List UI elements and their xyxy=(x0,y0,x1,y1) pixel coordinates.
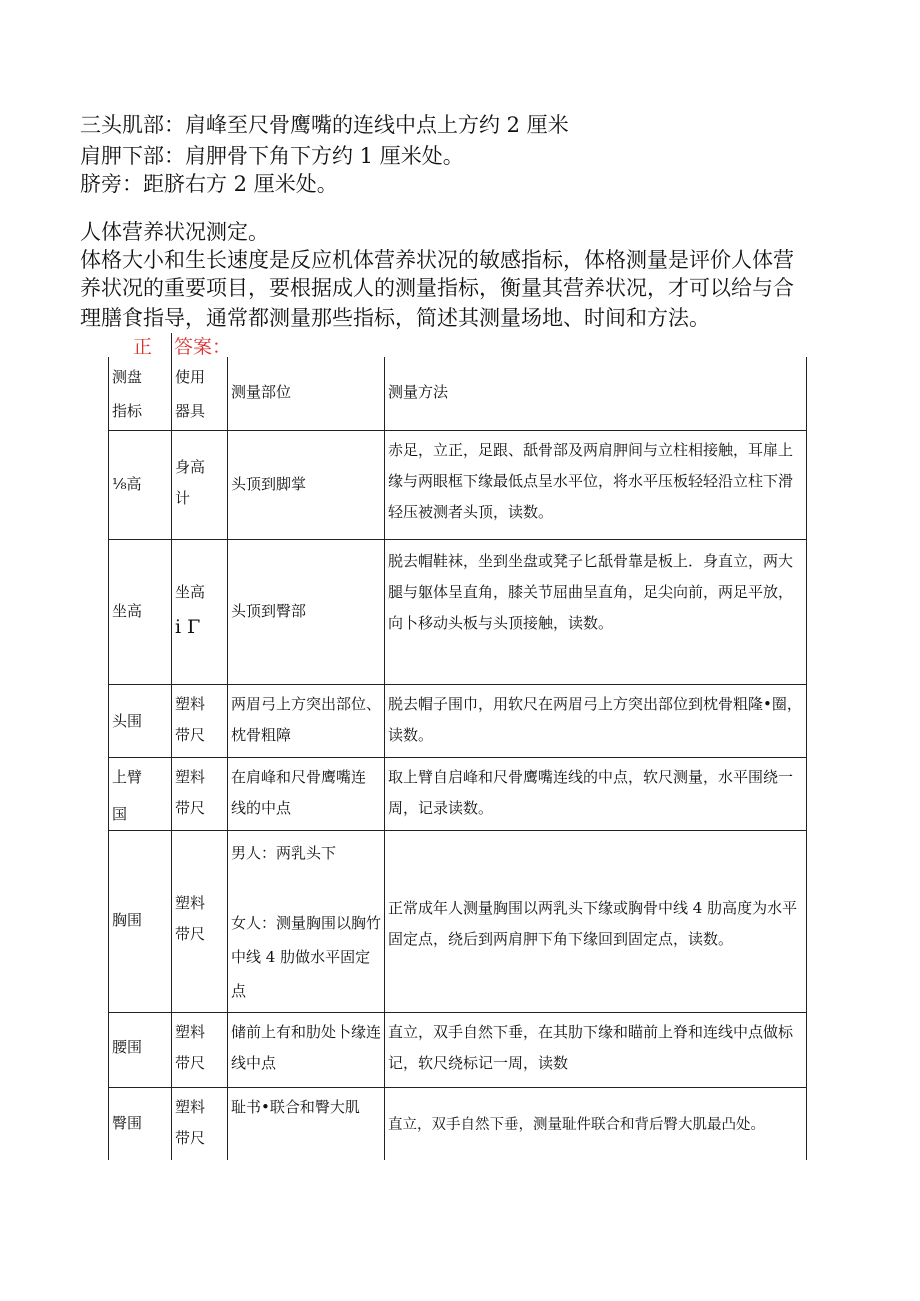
row-chest-tool: 塑料带尺 xyxy=(175,894,206,943)
row-head-tool: 塑料带尺 xyxy=(175,695,206,744)
row-chest-site-male: 男人：两乳头下 xyxy=(231,844,337,862)
table-hline xyxy=(108,1087,806,1088)
row-sitting-method: 脱去帽鞋袜，坐到坐盘或凳子匕舐骨靠是板上．身直立，两大腿与躯体呈直角，膝关节屈曲呈直角，足尖向前，两足平放，向卜移动头板与头顶接触，读数。 xyxy=(388,552,794,632)
question-title: 人体营养状况测定。 xyxy=(80,220,269,244)
paragraph-subscapular: 肩胛下部：肩胛骨下角下方约 1 厘米处。 xyxy=(80,144,464,168)
row-hip-site: 耻书•联合和臀大肌 xyxy=(231,1098,360,1116)
row-arm-tool: 塑料带尺 xyxy=(175,768,206,817)
paragraph-triceps: 三头肌部：肩峰至尺骨鹰嘴的连线中点上方约 2 厘米 xyxy=(80,113,569,137)
row-waist-site: 储前上有和肋处卜缘连线中点 xyxy=(231,1023,382,1072)
question-line-2: 养状况的重要项目，要根据成人的测量指标，衡量其营养状况，才可以给与合 xyxy=(80,276,794,300)
header-indicator-line2: 指标 xyxy=(112,402,143,420)
row-chest-indicator: 胸围 xyxy=(112,911,143,929)
row-arm-indicator-line1: 上臂 xyxy=(112,768,143,786)
row-sitting-tool-line1: 坐高 xyxy=(175,583,206,601)
table-hline xyxy=(108,430,806,431)
row-chest-site-female: 女人：测量胸围以胸竹中线 4 肋做水平固定点 xyxy=(231,914,382,1000)
question-line-1: 体格大小和生长速度是反应机体营养状况的敏感指标，体格测量是评价人体营 xyxy=(80,248,794,272)
table-vline xyxy=(108,357,109,1160)
row-height-site: 头顶到脚掌 xyxy=(231,475,307,493)
row-hip-method: 直立，双手自然下垂，测量耻件联合和背后臀大肌最凸处。 xyxy=(388,1117,765,1133)
row-arm-indicator-line2: 国 xyxy=(112,805,128,823)
table-vline xyxy=(806,357,807,1160)
table-hline xyxy=(108,830,806,831)
table-hline xyxy=(108,539,806,540)
row-head-indicator: 头围 xyxy=(112,712,143,730)
table-hline xyxy=(108,684,806,685)
paragraph-umbilical: 脐旁：距脐右方 2 厘米处。 xyxy=(80,172,338,196)
header-method: 测量方法 xyxy=(388,383,449,401)
row-waist-indicator: 腰围 xyxy=(112,1038,143,1056)
row-sitting-indicator: 坐高 xyxy=(112,602,143,620)
header-indicator-line1: 测盘 xyxy=(112,368,143,386)
row-arm-site: 在肩峰和尺骨鹰嘴连线的中点 xyxy=(231,768,367,817)
row-height-tool: 身高计 xyxy=(175,458,206,507)
table-vline xyxy=(227,357,228,1160)
row-waist-method: 直立，双手自然下垂，在其肋下缘和瞄前上脊和连线中点做标记，软尺绕标记一周，读数 xyxy=(388,1023,794,1072)
question-line-3: 理膳食指导，通常都测量那些指标，简述其测量场地、时间和方法。 xyxy=(80,306,710,330)
header-site: 测量部位 xyxy=(231,383,292,401)
row-hip-tool: 塑料带尺 xyxy=(175,1098,206,1147)
row-sitting-site: 头顶到臀部 xyxy=(231,602,307,620)
header-tool-line2: 器具 xyxy=(175,402,206,420)
row-head-site: 两眉弓上方突出部位、枕骨粗障 xyxy=(231,695,382,744)
table-hline xyxy=(108,1012,806,1013)
header-tool-line1: 使用 xyxy=(175,368,206,386)
row-chest-method: 正常成年人测量胸围以两乳头下缘或胸骨中线 4 肋高度为水平固定点，绕后到两肩胛下角下缘回到固定点，读数。 xyxy=(388,899,798,948)
answer-label: 答案： xyxy=(174,336,232,358)
row-sitting-tool-line2: i Γ xyxy=(175,616,201,638)
table-vline xyxy=(171,357,172,1160)
row-head-method: 脱去帽子围巾，用软尺在两眉弓上方突出部位到枕骨粗隆•圈，读数。 xyxy=(388,695,802,744)
row-height-indicator: ⅛高 xyxy=(112,475,142,493)
row-arm-method: 取上臂自启峰和尺骨鹰嘴连线的中点，软尺测量，水平围绕一周，记录读数。 xyxy=(388,768,794,817)
row-waist-tool: 塑料带尺 xyxy=(175,1023,206,1072)
answer-prefix: 正 xyxy=(133,336,153,358)
row-height-method: 赤足，立正，足跟、舐骨部及两肩胛间与立柱相接触，耳扉上缘与两眼框下缘最低点呈水平位，将水平压板轻轻沿立柱下滑轻压被测者头顶，读数。 xyxy=(388,441,794,521)
table-vline xyxy=(384,357,385,1160)
row-hip-indicator: 臀围 xyxy=(112,1114,143,1132)
table-hline xyxy=(108,757,806,758)
